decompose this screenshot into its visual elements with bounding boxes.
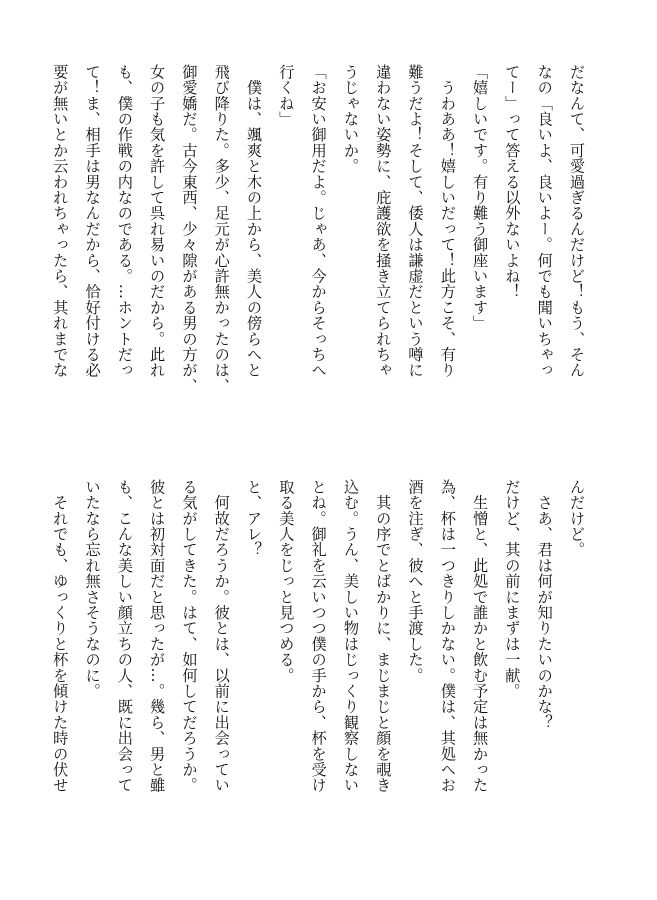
text-line: 彼とは初対面だと思ったが…。幾ら、男と雖 [148, 479, 167, 793]
text-line: 御愛嬌だ。古今東西、少々隙がある男の方が、 [180, 64, 199, 394]
text-line: いたなら忘れ無さそうなのに。 [83, 479, 102, 699]
text-line: てー」って答える以外ないよね！ [503, 64, 522, 300]
text-line: 「お安い御用だよ。じゃあ、今からそっちへ [309, 64, 328, 378]
text-line: 込む。うん、美しい物はじっくり観察しない [341, 479, 360, 793]
text-line: だなんて、可愛過ぎるんだけど！もう、そん [568, 64, 586, 378]
text-block-top [44, 64, 593, 464]
text-line: 其の序でとばかりに、まじまじと顔を覗き [374, 479, 393, 793]
text-line: 女の子も気を許して呉れ易いのだから。此れ [148, 64, 167, 378]
text-line: も、こんな美しい顔立ちの人、既に出会って [115, 479, 134, 793]
text-line: 行くね」 [277, 64, 296, 127]
text-line: それでも、ゆっくりと杯を傾けた時の伏せ [51, 479, 70, 793]
text-line: 僕は、颯爽と木の上から、美人の傍らへと [245, 64, 264, 378]
text-line: 要が無いとか云われちゃったら、其れまでな [51, 64, 70, 378]
text-line: る気がしてきた。はて、如何してだろうか。 [180, 479, 199, 793]
text-line: 飛び降りた。多少、足元が心許無かったのは、 [212, 64, 231, 394]
text-line: んだけど。 [568, 479, 586, 558]
text-line: とね。御礼を云いつつ僕の手から、杯を受け [309, 479, 328, 793]
text-line: 生憎と、此処で誰かと飲む予定は無かった [471, 479, 490, 793]
text-line: 違わない姿勢に、庇護欲を掻き立てられちゃ [374, 64, 393, 378]
text-line: 何故だろうか。彼とは、以前に出会ってい [212, 479, 231, 793]
text-line: さあ、君は何が知りたいのかな？ [535, 479, 554, 731]
text-block-bottom [44, 479, 593, 849]
text-line: 酒を注ぎ、彼へと手渡した。 [406, 479, 425, 684]
text-line: 難うだよ！そして、倭人は謙虚だという噂に [406, 64, 425, 378]
text-line: て！ま、相手は男なんだから、恰好付ける必 [83, 64, 102, 378]
text-line: うじゃないか。 [341, 64, 360, 174]
text-line: 「嬉しいです。有り難う御座います」 [471, 64, 490, 331]
text-line: 為、杯は一つきりしかない。僕は、其処へお [438, 479, 457, 793]
text-line: うわああ！嬉しいだって！此方こそ、有り [438, 64, 457, 378]
text-line: と、アレ？ [245, 479, 264, 558]
text-line: 取る美人をじっと見つめる。 [277, 479, 296, 684]
text-line: も、僕の作戦の内なのである。…ホントだっ [115, 64, 134, 378]
text-line: なの「良いよ、良いよー。何でも聞いちゃっ [535, 64, 554, 378]
text-line: だけど、其の前にまずは一献。 [503, 479, 522, 699]
